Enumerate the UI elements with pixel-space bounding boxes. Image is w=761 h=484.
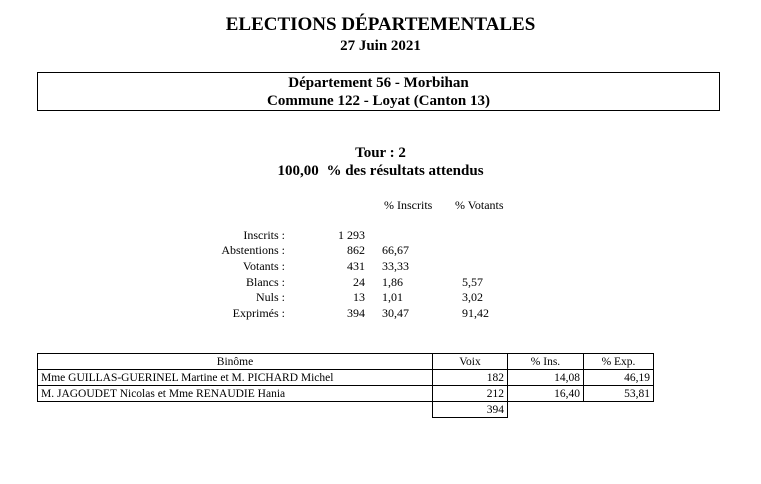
stat-label-votants: Votants : xyxy=(242,259,285,273)
election-date: 27 Juin 2021 xyxy=(340,38,421,54)
voix-cell: 212 xyxy=(433,386,508,402)
stat-pct-ins-votants: 33,33 xyxy=(382,259,409,273)
stat-pct-ins-nuls: 1,01 xyxy=(382,290,403,304)
stat-value-nuls: 13 xyxy=(353,290,365,304)
table-row xyxy=(38,386,654,402)
col-header-voix: Voix xyxy=(433,354,508,370)
pct-exp-cell: 53,81 xyxy=(584,386,654,402)
stat-pct-vot-blancs: 5,57 xyxy=(462,275,483,289)
stat-value-blancs: 24 xyxy=(353,275,365,289)
results-progress xyxy=(0,163,761,180)
col-header-pct-exp: % Exp. xyxy=(584,354,654,370)
stat-label-nuls: Nuls : xyxy=(255,290,285,304)
stat-pct-vot-exprimes: 91,42 xyxy=(462,306,489,320)
stat-pct-vot-nuls: 3,02 xyxy=(462,290,483,304)
pct-ins-cell: 16,40 xyxy=(508,386,584,402)
results-percent-text: % des résultats attendus xyxy=(326,163,484,179)
stat-value-votants: 431 xyxy=(347,259,365,273)
location-box xyxy=(37,72,720,111)
stat-label-exprimes: Exprimés : xyxy=(232,306,285,320)
binome-cell: Mme GUILLAS-GUERINEL Martine et M. PICHARD Michel xyxy=(38,370,433,386)
table-row xyxy=(38,370,654,386)
total-voix-cell: 394 xyxy=(433,402,508,418)
pct-exp-cell: 46,19 xyxy=(584,370,654,386)
results-table xyxy=(37,353,654,418)
col-header-pct-inscrits: % Inscrits xyxy=(384,198,433,212)
departement-label: Département 56 - Morbihan xyxy=(288,75,469,91)
stat-pct-ins-abstentions: 66,67 xyxy=(382,243,409,257)
voix-cell: 182 xyxy=(433,370,508,386)
page-title: ELECTIONS DÉPARTEMENTALES xyxy=(225,14,536,35)
stat-value-inscrits: 1 293 xyxy=(338,228,365,242)
total-row xyxy=(38,402,654,418)
col-header-pct-ins: % Ins. xyxy=(508,354,584,370)
stat-pct-ins-blancs: 1,86 xyxy=(382,275,403,289)
pct-ins-cell: 14,08 xyxy=(508,370,584,386)
commune-label: Commune 122 - Loyat (Canton 13) xyxy=(267,93,490,109)
stat-pct-ins-exprimes: 30,47 xyxy=(382,306,409,320)
tour-label: Tour : 2 xyxy=(355,145,406,161)
col-header-binome: Binôme xyxy=(38,354,433,370)
stat-label-blancs: Blancs : xyxy=(246,275,285,289)
binome-cell: M. JAGOUDET Nicolas et Mme RENAUDIE Hania xyxy=(38,386,433,402)
results-header-row xyxy=(38,354,654,370)
stat-value-exprimes: 394 xyxy=(347,306,365,320)
results-percent-value: 100,00 xyxy=(277,163,319,179)
stat-label-abstentions: Abstentions : xyxy=(221,243,285,257)
stat-label-inscrits: Inscrits : xyxy=(243,228,285,242)
stat-value-abstentions: 862 xyxy=(347,243,365,257)
col-header-pct-votants: % Votants xyxy=(455,198,504,212)
